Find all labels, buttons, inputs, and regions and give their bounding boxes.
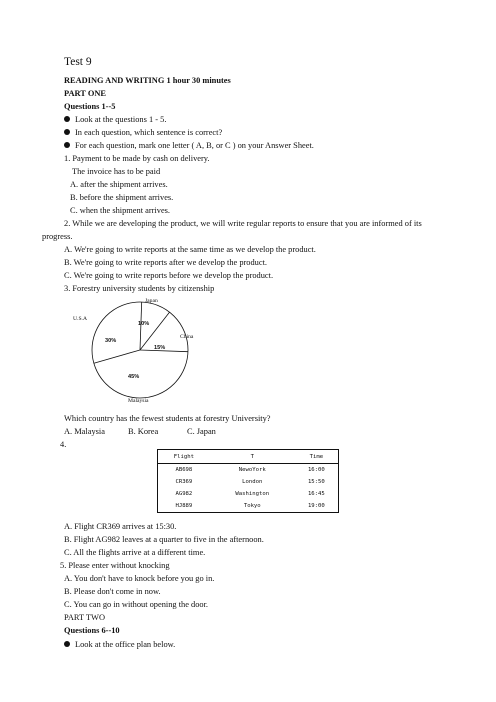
q1-option-c: C. when the shipment arrives. [70,206,171,215]
pie-value-japan: 10% [138,321,150,327]
header-time: Time [295,450,339,464]
cell: 19:00 [295,500,339,513]
cell: Washington [235,491,270,497]
table-row [158,488,339,500]
q3-stem: 3. Forestry university students by citizenship [64,284,215,293]
q1-prompt: The invoice has to be paid [72,167,161,176]
pie-value-china: 15% [154,345,166,351]
cell: AB698 [175,467,193,473]
q3-option-c: C. Japan [187,427,216,436]
table-row [158,464,339,477]
pie-value-malaysia: 45% [128,374,140,380]
table-row [158,476,339,488]
bullet-icon [64,142,70,148]
header-flight: Flight [158,450,210,464]
table-row [158,500,339,513]
cell: CR369 [175,479,193,485]
pie-slice-boundary-usa [94,350,140,363]
q5-option-a: A. You don't have to knock before you go in. [64,574,215,583]
test-title: Test 9 [64,56,92,68]
section-header: READING AND WRITING 1 hour 30 minutes [64,76,231,85]
q1-stem: 1. Payment to be made by cash on delivery. [64,154,210,163]
instruction-3: For each question, mark one letter ( A, B, or C ) on your Answer Sheet. [64,141,314,151]
bullet-icon [64,116,70,122]
q5-option-b: B. Please don't come in now. [64,587,161,596]
cell: 16:45 [307,491,325,497]
citizenship-pie-chart [70,294,210,406]
q5-option-c: C. You can go in without opening the door. [64,600,208,609]
instruction-2: In each question, which sentence is correct? [64,128,222,138]
flight-table [157,449,339,513]
q2-stem-line1: 2. While we are developing the product, we will write regular reports to ensure that you are informed of its [64,219,422,228]
q4-option-a: A. Flight CR369 arrives at 15:30. [64,522,177,531]
q3-option-b: B. Korea [128,427,159,436]
cell: London [242,479,263,485]
q4-option-b: B. Flight AG982 leaves at a quarter to five in the afternoon. [64,535,264,544]
q4-stem: 4. [60,440,67,449]
cell: 16:00 [307,467,325,473]
part-one-heading: PART ONE [64,89,106,98]
q4-option-c: C. All the flights arrive at a different time. [64,548,206,557]
q2-option-b: B. We're going to write reports after we develop the product. [64,258,268,267]
pie-label-japan: Japan [145,298,158,304]
bullet-icon [64,641,70,647]
pie-label-china: China [180,334,194,340]
cell: 15:50 [307,479,325,485]
q3-option-a: A. Malaysia [64,427,105,436]
pie-svg [70,294,210,406]
q1-option-b: B. before the shipment arrives. [70,193,174,202]
pie-value-usa: 30% [105,338,117,344]
pie-label-usa: U.S.A [73,316,87,322]
q2-option-c: C. We're going to write reports before we develop the product. [64,271,274,280]
part-two-heading: PART TWO [64,613,105,622]
q3-question: Which country has the fewest students at forestry University? [64,414,271,423]
cell: AG982 [175,491,193,497]
cell: NewoYork [238,467,266,473]
instruction-1: Look at the questions 1 - 5. [64,115,166,125]
pie-label-malaysia: Malaysia [128,398,149,404]
q2-option-a: A. We're going to write reports at the same time as we develop the product. [64,245,316,254]
questions-1-5-heading: Questions 1--5 [64,102,116,111]
bullet-icon [64,129,70,135]
cell: HJ889 [158,500,210,513]
header-t: T [210,450,295,464]
table-header-row [158,450,339,464]
q1-option-a: A. after the shipment arrives. [70,180,168,189]
q5-stem: 5. Please enter without knocking [60,561,170,570]
q2-stem-line2: progress. [42,232,73,241]
cell: Tokyo [210,500,295,513]
questions-6-10-heading: Questions 6--10 [64,626,120,635]
instruction-6-10: Look at the office plan below. [64,640,175,650]
